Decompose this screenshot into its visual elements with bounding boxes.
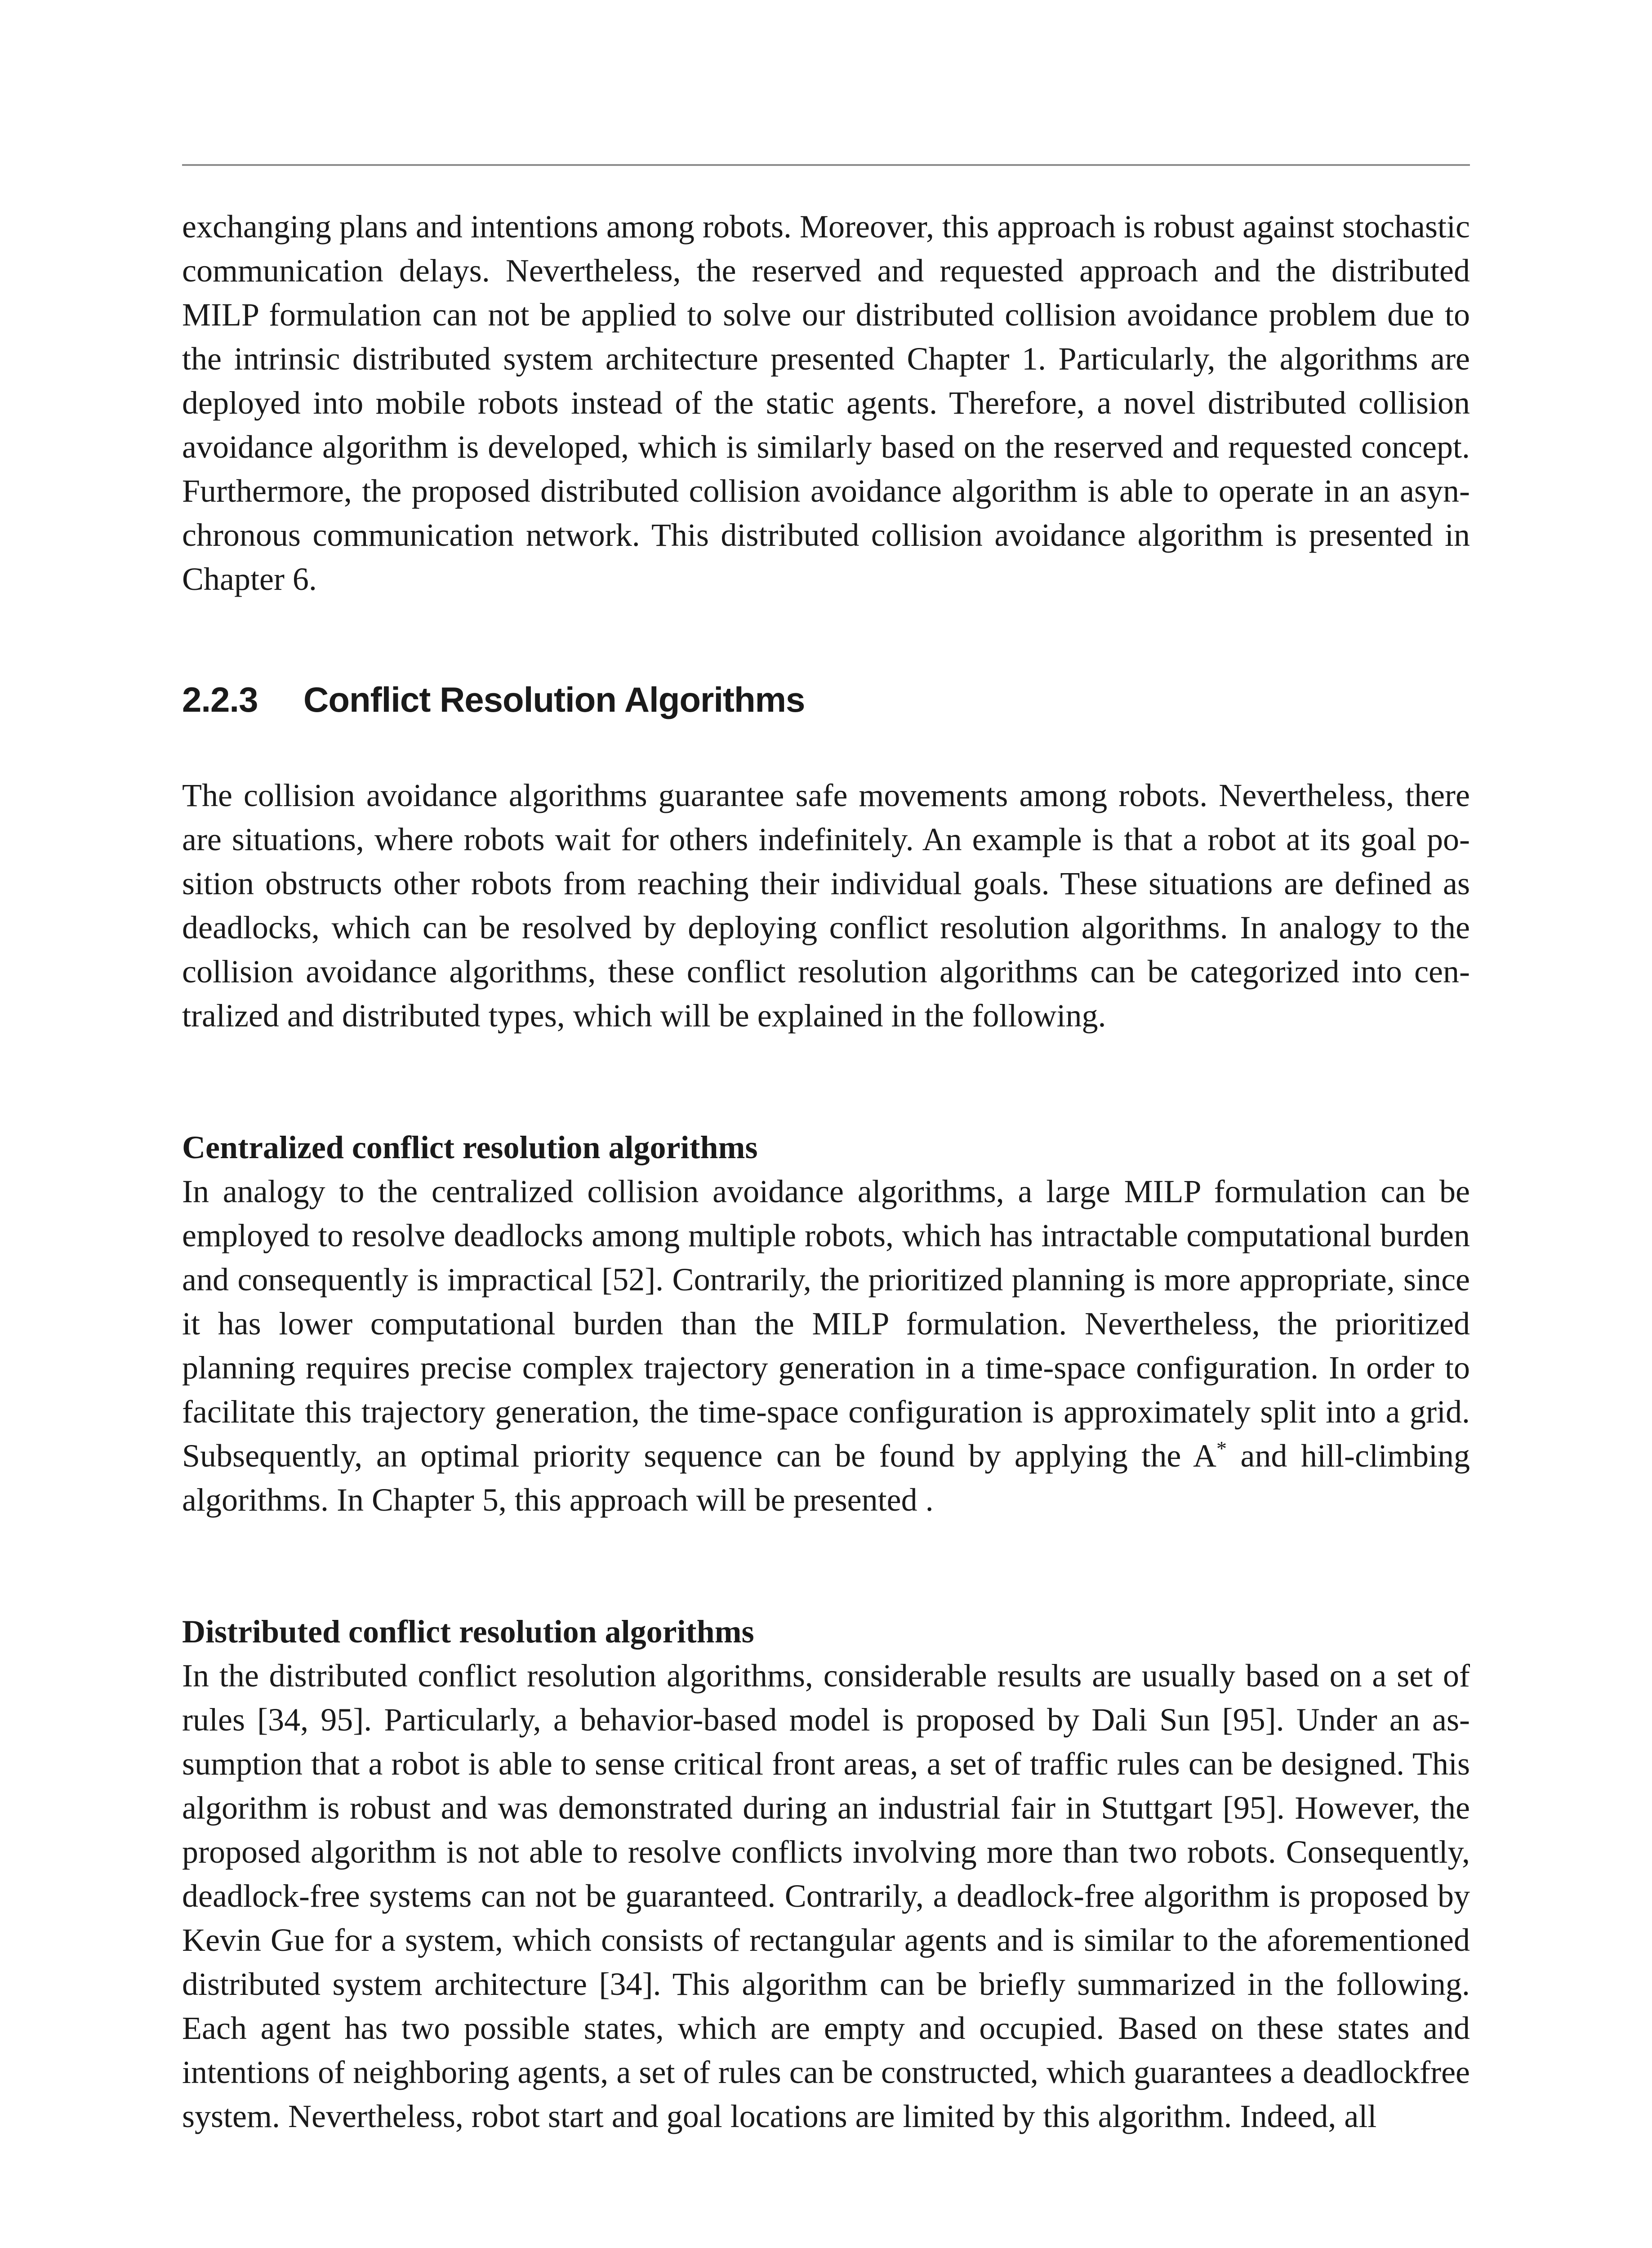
section-title: Conflict Resolution Algorithms xyxy=(303,680,805,719)
centralized-text-part-2: and hill-climbing algorithms. In Chapter 5, this approach will be presented . xyxy=(182,1438,1470,1518)
section-paragraph: The collision avoidance algorithms guarantee safe movements among robots. Nevertheless, there are situations, where robots wait for others indefinitely. An example is that a robot at its goal position obstructs other robots from reaching their individual goals. These situations are defined as deadlocks, which can be resolved by deploying conflict resolution algorithms. In analogy to the collision avoidance algorithms, these conflict resolution algorithms can be categorized into centralized and distributed types, which will be explained in the following. xyxy=(182,777,1470,1034)
header-rule xyxy=(182,164,1470,166)
a-star-superscript: * xyxy=(1216,1437,1227,1460)
centralized-text-part-1: In analogy to the centralized collision avoidance algorithms, a large MILP formulation can be employed to resolve deadlocks among multiple robots, which has intractable computational burden and consequently is impractical [52]. Contrarily, the prioritized planning is more appropriate, since it has lower computational burden than the MILP formulation. Nevertheless, the prioritized planning requires precise complex trajectory generation in a time-space configuration. In order to facilitate this trajectory generation, the time-space configuration is approximately split into a grid. Subsequently, an optimal priority sequence can be found by applying the A xyxy=(182,1173,1470,1474)
section-number: 2.2.3 xyxy=(182,680,258,719)
section-heading xyxy=(182,678,1470,722)
page-content xyxy=(182,205,1470,2138)
centralized-paragraph xyxy=(182,1169,1470,1522)
centralized-heading: Centralized conflict resolution algorithms xyxy=(182,1129,758,1165)
distributed-heading: Distributed conflict resolution algorithms xyxy=(182,1614,754,1650)
intro-paragraph: exchanging plans and intentions among robots. Moreover, this approach is robust against stochastic communication delays. Nevertheless, the reserved and requested approach and the distributed MILP formulation can not be applied to solve our distributed collision avoidance problem due to the intrinsic distributed system architecture presented Chapter 1. Particularly, the algorithms are deployed into mobile robots instead of the static agents. Therefore, a novel distributed collision avoidance algorithm is developed, which is similarly based on the reserved and requested concept. Furthermore, the proposed distributed collision avoidance algorithm is able to operate in an asynchronous communication network. This distributed collision avoidance algorithm is presented in Chapter 6. xyxy=(182,209,1470,597)
distributed-paragraph: In the distributed conflict resolution algorithms, considerable results are usually based on a set of rules [34, 95]. Particularly, a behavior-based model is proposed by Dali Sun [95]. Under an assumption that a robot is able to sense critical front areas, a set of traffic rules can be designed. This algorithm is robust and was demonstrated during an industrial fair in Stuttgart [95]. However, the proposed algorithm is not able to resolve conflicts involving more than two robots. Consequently, deadlock-free systems can not be guaranteed. Contrarily, a deadlock-free algorithm is proposed by Kevin Gue for a system, which consists of rectangular agents and is similar to the aforementioned distributed system architecture [34]. This algorithm can be briefly summarized in the following. Each agent has two possible states, which are empty and occupied. Based on these states and intentions of neighboring agents, a set of rules can be constructed, which guarantees a deadlockfree system. Nevertheless, robot start and goal locations are limited by this algorithm. Indeed, all xyxy=(182,1658,1470,2134)
